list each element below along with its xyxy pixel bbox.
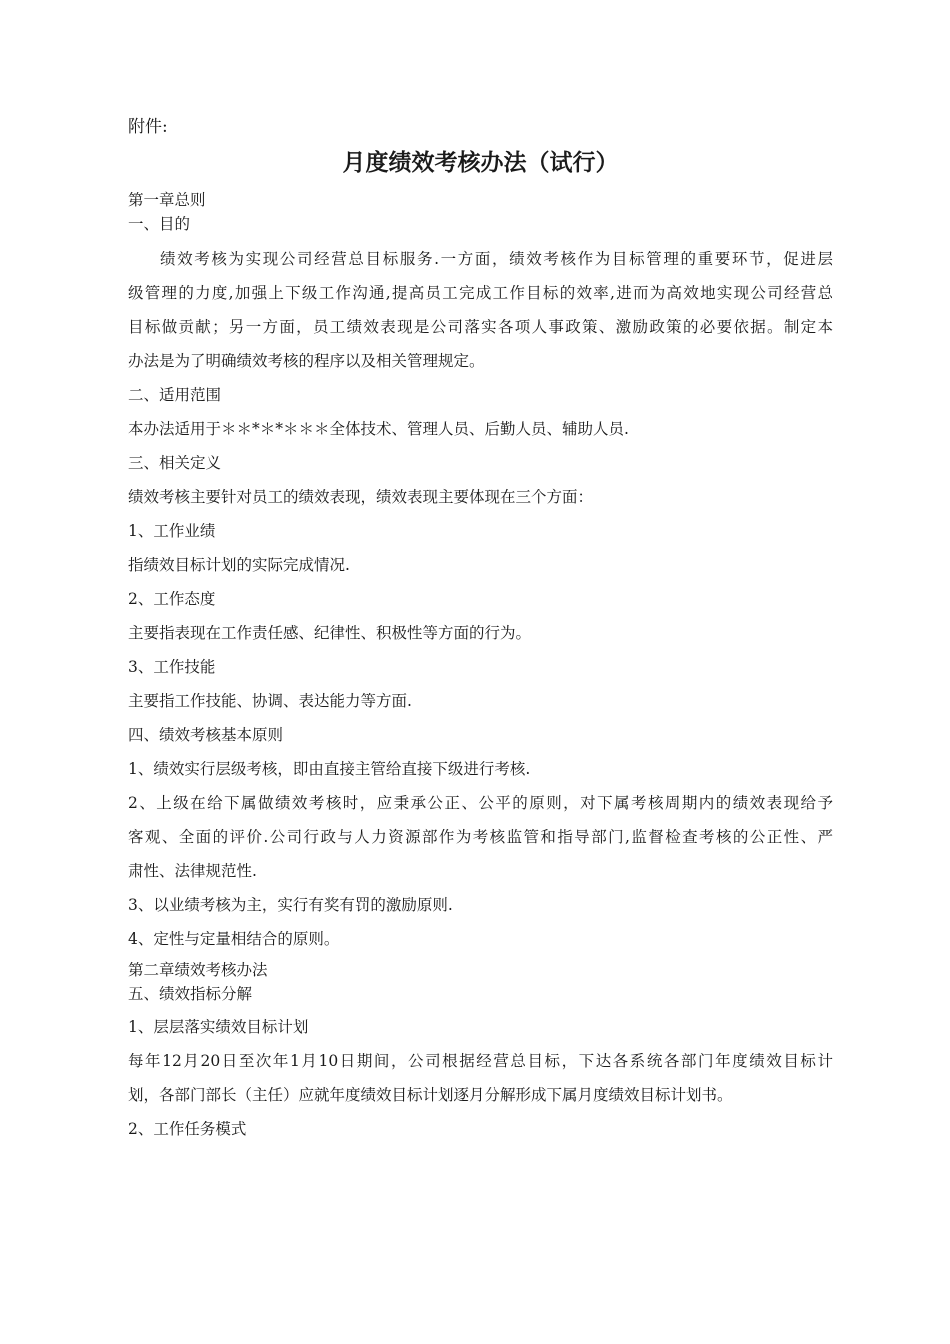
principle-item: 4、定性与定量相结合的原则。 — [128, 930, 340, 948]
paragraph-line: 每年12月20日至次年1月10日期间，公司根据经营总目标，下达各系统各部门年度绩效目标计 — [128, 1052, 833, 1070]
paragraph-line: 绩效考核为实现公司经营总目标服务.一方面，绩效考核作为目标管理的重要环节，促进层 — [160, 250, 833, 268]
definition-item-label: 3、工作技能 — [128, 658, 216, 676]
paragraph-line: 级管理的力度,加强上下级工作沟通,提高员工完成工作目标的效率,进而为高效地实现公司经营总 — [128, 284, 833, 302]
principle-item: 1、绩效实行层级考核，即由直接主管给直接下级进行考核. — [128, 760, 531, 778]
paragraph-purpose — [128, 242, 833, 378]
paragraph-line: 目标做贡献；另一方面，员工绩效表现是公司落实各项人事政策、激励政策的必要依据。制定本 — [128, 318, 833, 336]
decomposition-paragraph — [128, 1044, 833, 1112]
chapter-heading-1: 第一章总则 — [128, 191, 206, 209]
paragraph-line: 肃性、法律规范性. — [128, 862, 257, 880]
definition-item-desc: 主要指表现在工作责任感、纪律性、积极性等方面的行为。 — [128, 624, 532, 642]
definition-item-desc: 主要指工作技能、协调、表达能力等方面. — [128, 692, 412, 710]
paragraph-line: 客观、全面的评价.公司行政与人力资源部作为考核监管和指导部门,监督检查考核的公正性、严 — [128, 828, 833, 846]
scope-text: 本办法适用于＊＊*＊*＊＊＊全体技术、管理人员、后勤人员、辅助人员. — [128, 420, 629, 438]
definitions-intro: 绩效考核主要针对员工的绩效表现，绩效表现主要体现在三个方面： — [128, 488, 594, 506]
section-heading-principles: 四、绩效考核基本原则 — [128, 726, 284, 744]
paragraph-line: 2、上级在给下属做绩效考核时，应秉承公正、公平的原则，对下属考核周期内的绩效表现给予 — [128, 794, 833, 812]
definition-item-label: 1、工作业绩 — [128, 522, 216, 540]
principle-item: 3、以业绩考核为主，实行有奖有罚的激励原则. — [128, 896, 453, 914]
document-body — [128, 188, 833, 1146]
decomposition-item: 2、工作任务模式 — [128, 1120, 247, 1138]
annex-label: 附件: — [128, 117, 168, 137]
document-title: 月度绩效考核办法（试行） — [342, 150, 619, 176]
definition-item-label: 2、工作态度 — [128, 590, 216, 608]
section-heading-purpose: 一、目的 — [128, 215, 191, 233]
decomposition-item: 1、层层落实绩效目标计划 — [128, 1018, 309, 1036]
paragraph-line: 划，各部门部长（主任）应就年度绩效目标计划逐月分解形成下属月度绩效目标计划书。 — [128, 1086, 733, 1104]
definition-item-desc: 指绩效目标计划的实际完成情况. — [128, 556, 350, 574]
principle-item — [128, 786, 833, 888]
section-heading-scope: 二、适用范围 — [128, 386, 222, 404]
section-heading-definitions: 三、相关定义 — [128, 454, 222, 472]
section-heading-decomposition: 五、绩效指标分解 — [128, 985, 253, 1003]
chapter-heading-2: 第二章绩效考核办法 — [128, 961, 268, 979]
paragraph-line: 办法是为了明确绩效考核的程序以及相关管理规定。 — [128, 352, 485, 370]
